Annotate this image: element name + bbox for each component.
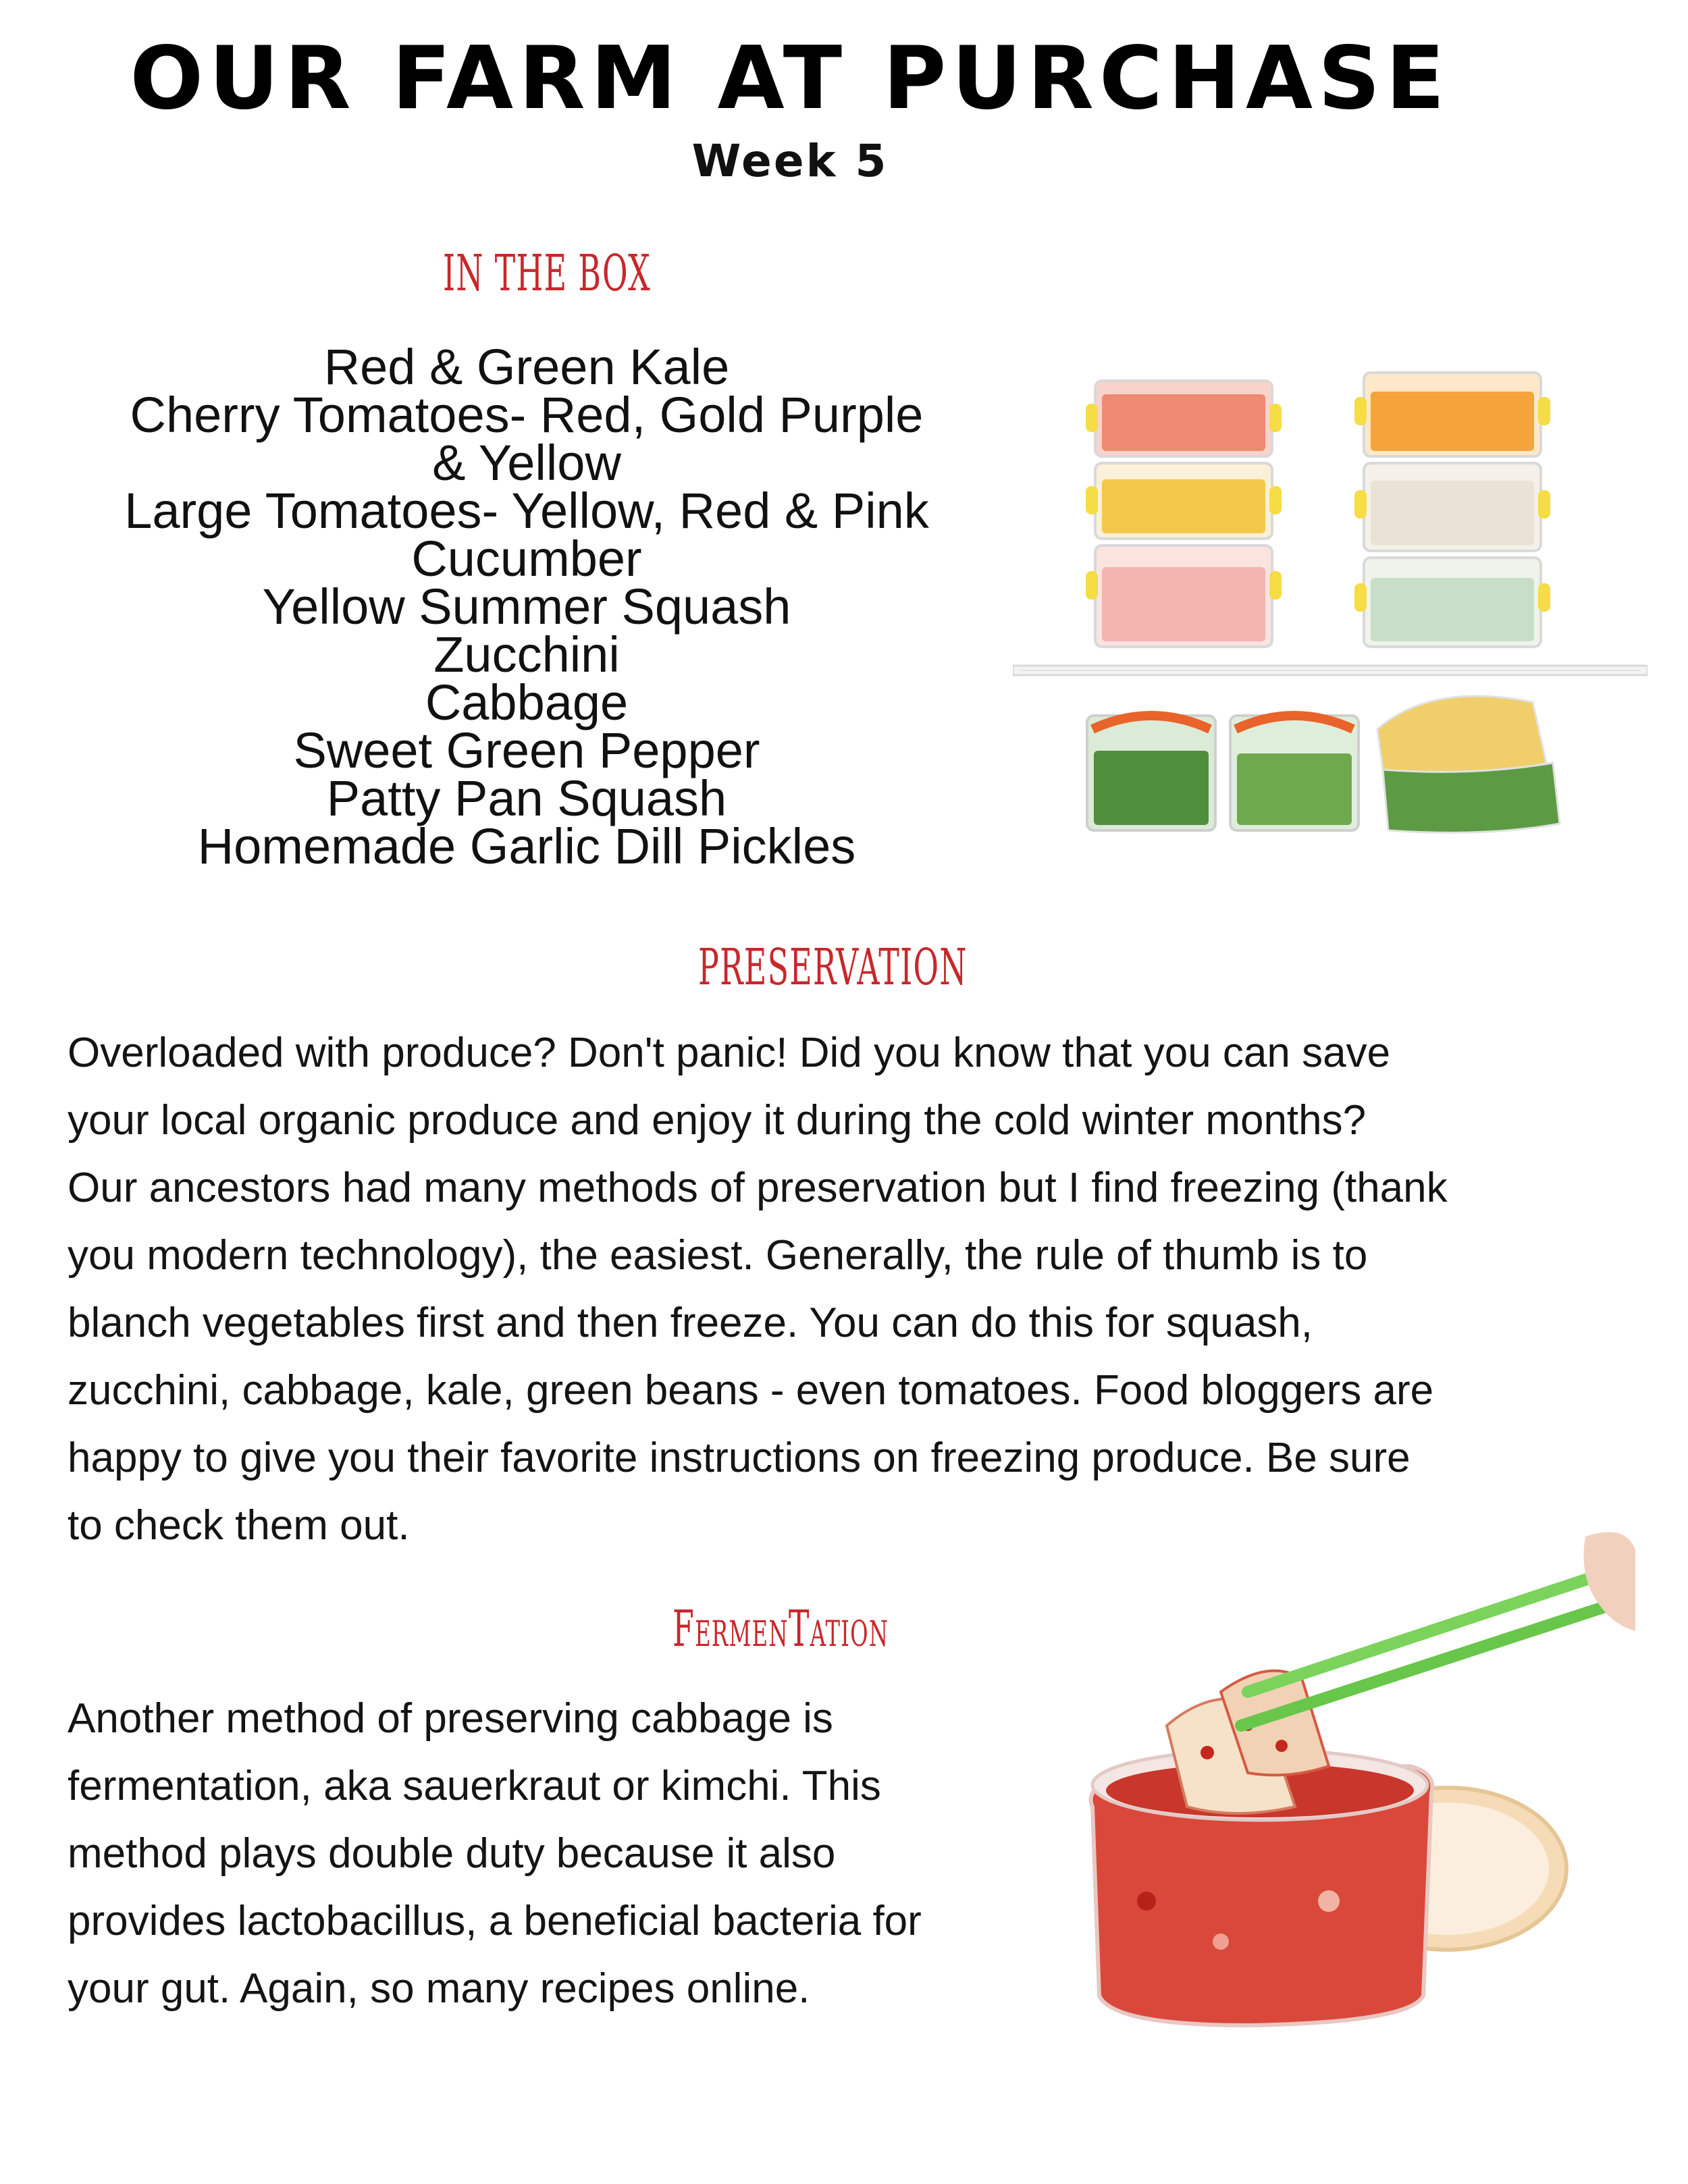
paragraph-line: your gut. Again, so many recipes online. <box>68 1965 810 2012</box>
paragraph-line: method plays double duty because it also <box>68 1830 836 1877</box>
paragraph-line: provides lactobacillus, a beneficial bacteria for <box>68 1898 922 1944</box>
list-item: Zucchini <box>433 627 620 683</box>
page-title: OUR FARM AT PURCHASE <box>130 28 1450 129</box>
paragraph-line: Our ancestors had many methods of preservation but I find freezing (thank <box>68 1165 1448 1211</box>
week-subtitle: Week 5 <box>691 135 889 187</box>
paragraph-line: you modern technology), the easiest. Generally, the rule of thumb is to <box>68 1232 1368 1279</box>
fermentation-paragraph <box>68 1685 1026 2023</box>
list-item: Red & Green Kale <box>323 339 730 395</box>
list-item: Sweet Green Pepper <box>293 722 760 778</box>
preservation-paragraph <box>68 1019 1620 1560</box>
paragraph-line: zucchini, cabbage, kale, green beans - even tomatoes. Food bloggers are <box>68 1367 1434 1414</box>
paragraph-line: blanch vegetables first and then freeze. You can do this for squash, <box>68 1300 1313 1346</box>
list-item: Patty Pan Squash <box>326 770 727 826</box>
paragraph-line: happy to give you their favorite instructions on freezing produce. Be sure <box>68 1435 1410 1481</box>
list-item: Cabbage <box>425 674 629 730</box>
list-item: Homemade Garlic Dill Pickles <box>197 818 856 874</box>
paragraph-line: to check them out. <box>68 1502 410 1549</box>
kimchi-jar-image <box>1045 1523 1635 2031</box>
preservation-heading: PRESERVATION <box>698 938 968 996</box>
list-item: Yellow Summer Squash <box>262 579 791 635</box>
paragraph-line: your local organic produce and enjoy it during the cold winter months? <box>68 1097 1367 1144</box>
list-item: Cherry Tomatoes- Red, Gold Purple <box>130 387 924 443</box>
box-items-list <box>68 339 986 874</box>
paragraph-line: Another method of preserving cabbage is <box>68 1695 833 1742</box>
fermentation-heading: FermenTation <box>672 1600 889 1658</box>
list-item: Cucumber <box>411 531 642 587</box>
list-item: & Yellow <box>432 435 621 491</box>
paragraph-line: Overloaded with produce? Don't panic! Did you know that you can save <box>68 1030 1391 1076</box>
list-item: Large Tomatoes- Yellow, Red & Pink <box>124 483 929 539</box>
paragraph-line: fermentation, aka sauerkraut or kimchi. This <box>68 1763 881 1809</box>
in-the-box-heading: IN THE BOX <box>443 244 651 302</box>
frozen-produce-containers-image <box>1013 365 1647 851</box>
